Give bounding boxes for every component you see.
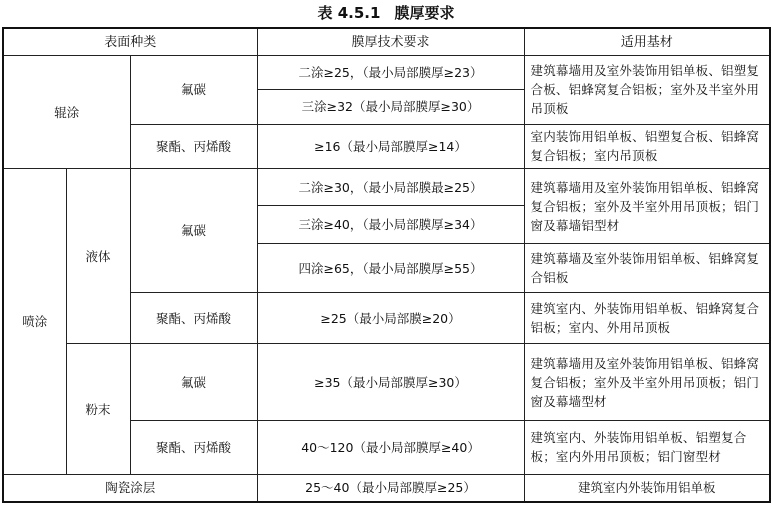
header-thickness: 膜厚技术要求 [257,28,524,56]
form-liquid: 液体 [66,169,130,344]
substrate-cell: 建筑幕墙用及室外装饰用铝单板、铝蜂窝复合铝板；室外及半室外用吊顶板；铝门窗及幕墙型材 [524,344,770,421]
method-ceramic: 陶瓷涂层 [3,474,257,502]
form-powder: 粉末 [66,344,130,474]
thickness-cell: 四涂≥65，（最小局部膜厚≥55） [257,244,524,293]
substrate-cell: 建筑室内、外装饰用铝单板、铝塑复合板；室内外用吊顶板；铝门窗型材 [524,421,770,474]
table-title: 膜厚要求 [394,4,455,22]
coating-polyester-acrylic: 聚酯、丙烯酸 [130,293,257,344]
thickness-cell: 三涂≥32（最小局部膜厚≥30） [257,90,524,124]
method-spray: 喷涂 [3,169,66,474]
substrate-cell: 室内装饰用铝单板、铝塑复合板、铝蜂窝复合铝板；室内吊顶板 [524,124,770,169]
substrate-cell: 建筑幕墙用及室外装饰用铝单板、铝蜂窝复合铝板；室外及半室外用吊顶板；铝门窗及幕墙铝型材 [524,169,770,244]
substrate-cell: 建筑幕墙及室外装饰用铝单板、铝蜂窝复合铝板 [524,244,770,293]
substrate-cell: 建筑室内、外装饰用铝单板、铝蜂窝复合铝板；室内、外用吊顶板 [524,293,770,344]
thickness-cell: 二涂≥25，（最小局部膜厚≥23） [257,56,524,90]
method-roll: 辊涂 [3,56,130,169]
coating-polyester-acrylic: 聚酯、丙烯酸 [130,421,257,474]
coating-fluorocarbon: 氟碳 [130,56,257,124]
thickness-cell: ≥35（最小局部膜厚≥30） [257,344,524,421]
substrate-cell: 建筑室内外装饰用铝单板 [524,474,770,502]
thickness-cell: 40～120（最小局部膜厚≥40） [257,421,524,474]
header-substrate: 适用基材 [524,28,770,56]
table-number: 表 4.5.1 [317,4,381,22]
thickness-cell: ≥16（最小局部膜厚≥14） [257,124,524,169]
substrate-cell: 建筑幕墙用及室外装饰用铝单板、铝塑复合板、铝蜂窝复合铝板；室外及半室外用吊顶板 [524,56,770,124]
thickness-cell: ≥25（最小局部膜≥20） [257,293,524,344]
coating-fluorocarbon: 氟碳 [130,169,257,293]
coating-polyester-acrylic: 聚酯、丙烯酸 [130,124,257,169]
thickness-cell: 25～40（最小局部膜厚≥25） [257,474,524,502]
coating-fluorocarbon: 氟碳 [130,344,257,421]
header-surface-type: 表面种类 [3,28,257,56]
table-caption [0,0,772,28]
thickness-cell: 二涂≥30，（最小局部膜最≥25） [257,169,524,205]
thickness-cell: 三涂≥40，（最小局部膜厚≥34） [257,205,524,243]
film-thickness-table [2,27,771,503]
